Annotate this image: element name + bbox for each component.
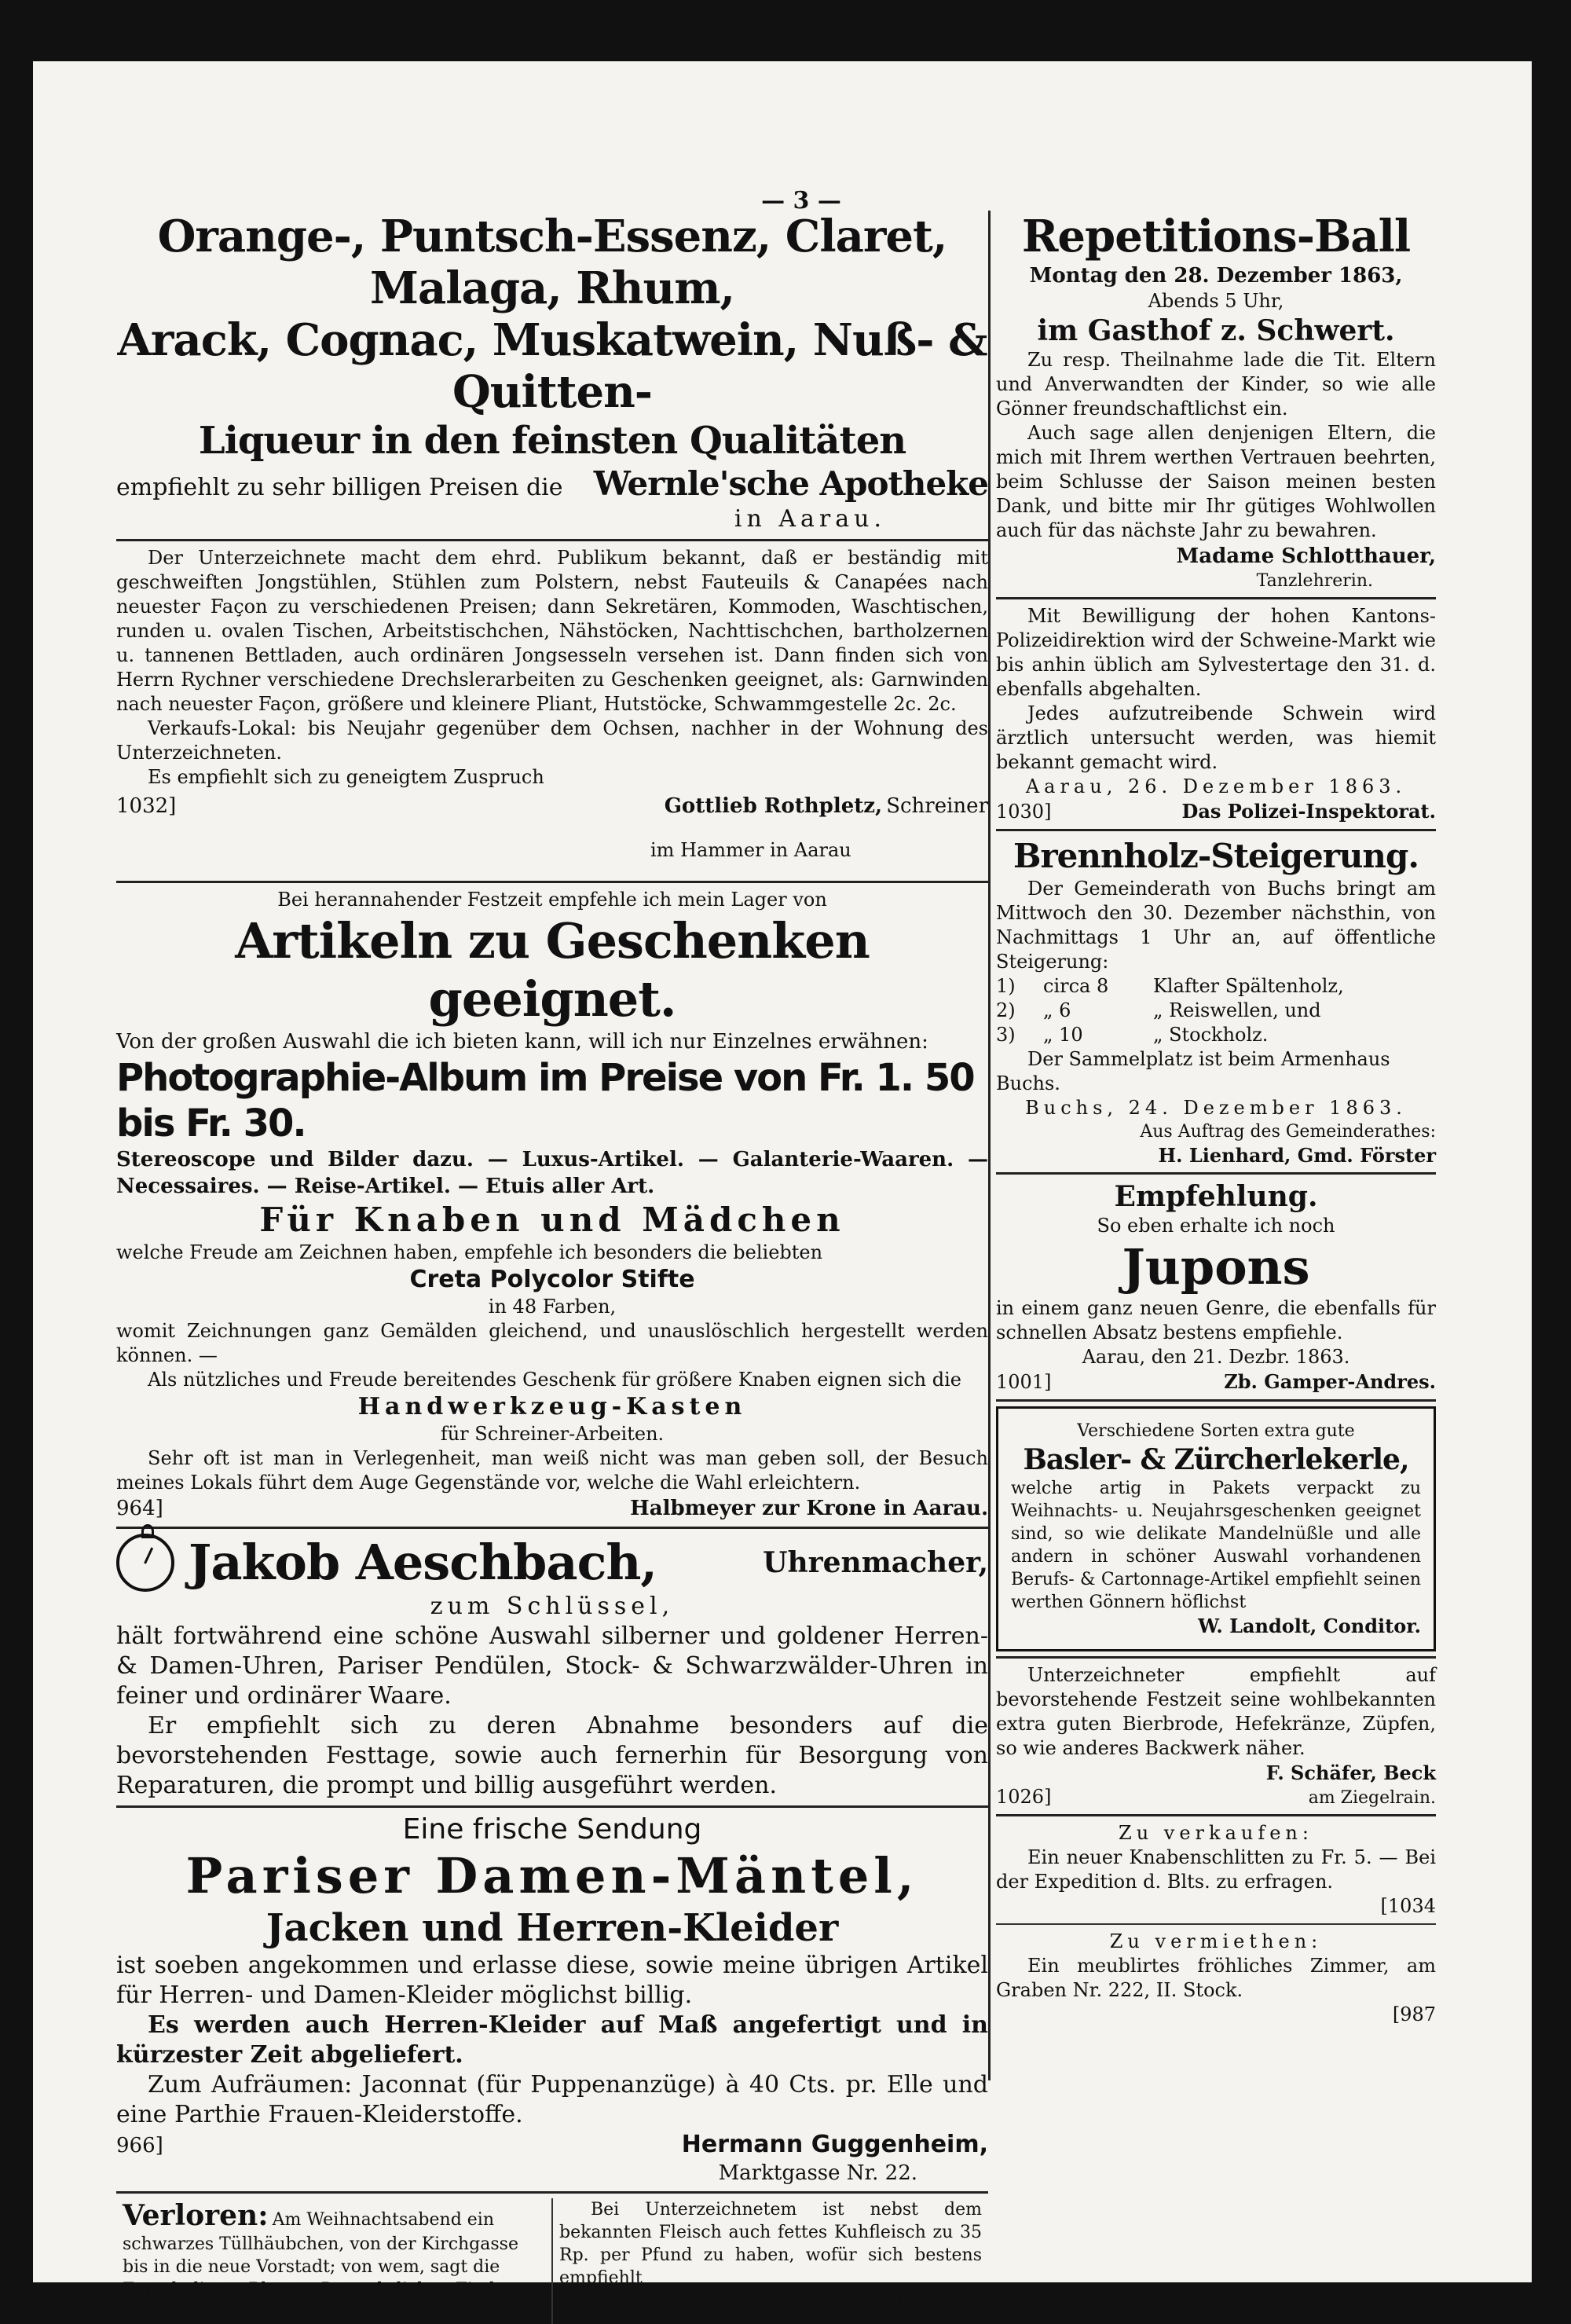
signer-address: Marktgasse Nr. 22. [718,2161,917,2185]
ad-date: Aarau, 26. Dezember 1863. [1025,775,1407,797]
ad-signature [116,793,988,819]
ad-subheadline: Für Knaben und Mädchen [259,1200,845,1239]
divider [116,539,988,541]
ad-signature [996,1369,1436,1395]
ad-coats [116,1813,988,2187]
ad-body: Er empfiehlt sich zu deren Abnahme besonders auf die bevorstehenden Festtage, sowie auch fernerhin für Besorgung von Reparaturen, die prompt und billig ausgeführt werden. [116,1712,988,1799]
ad-body: Bei Unterzeichnetem ist nebst dem bekannten Fleisch auch fettes Kuhfleisch zu 35 Rp. per Pfund zu haben, wofür sich bestens empfiehlt [559,2200,982,2288]
signer-name: Gottlieb Rothpletz, [664,794,883,818]
ad-headline: Arack, Cognac, Muskatwein, Nuß- & Quitten- [117,314,987,418]
lot-quantity: circa 8 [1043,975,1109,997]
album-line: Photographie-Album im Preise von Fr. 1. 50 bis Fr. 30. [116,1056,974,1146]
signer-name: Das Polizei-Inspektorat. [1181,800,1436,823]
ad-signature [996,799,1436,824]
divider [116,1527,988,1529]
ad-headline: Zu vermiethen: [1109,1930,1323,1952]
ad-body: Unterzeichneter empfiehlt auf bevorstehende Festzeit seine wohlbekannten extra guten Bierbrode, Hefekränze, Züpfen, so wie anderes Backwerk näher. [996,1664,1436,1759]
product-detail: für Schreiner-Arbeiten. [440,1423,665,1445]
ad-text: Stereoscope und Bilder dazu. — Luxus-Artikel. — Galanterie-Waaren. — Necessaires. — Reise-Artikel. — Etuis aller Art. [116,1148,988,1198]
ad-for-rent [996,1930,1436,2027]
lot-item: Klafter Spältenholz, [1153,975,1344,997]
small-ads-row [116,2198,988,2324]
ad-body: Zum Aufräumen: Jaconnat (für Puppenanzüge) à 40 Cts. pr. Elle und eine Parthie Frauen-Kleiderstoffe. [116,2071,988,2128]
ad-body: Verkaufs-Lokal: bis Neujahr gegenüber dem Ochsen, nachher in der Wohnung des Unterzeichneten. [116,717,988,764]
signer-name: F. Schäfer, Beck [1265,1761,1436,1784]
product-name: Handwerkzeug-Kasten [357,1393,747,1420]
page-number: — 3 — [761,187,841,214]
ad-text: So eben erhalte ich noch [1097,1215,1335,1237]
signer-name: H. Lienhard, Gmd. Förster [1158,1144,1436,1167]
ad-firewood [996,836,1436,1167]
ad-date: Buchs, 24. Dezember 1863. [1025,1097,1407,1119]
ad-body: in einem ganz neuen Genre, die ebenfalls für schnellen Absatz bestens empfiehle. [996,1297,1436,1343]
firm-place: in Aarau. [734,505,886,533]
signer-place: am Ziegelrain. [1308,1788,1436,1808]
ad-text: Verschiedene Sorten extra gute [1077,1421,1355,1441]
ad-body: Ein neuer Knabenschlitten zu Fr. 5. — Bei der Expedition d. Blts. zu erfragen. [996,1846,1436,1893]
ad-signature [116,2130,988,2160]
ad-liqueur [116,211,988,534]
lot-quantity: „ 10 [1043,1024,1083,1046]
ad-headline: Verloren: [123,2199,269,2232]
divider [996,1172,1436,1175]
ad-body: welche artig in Pakets verpackt zu Weihnachts- u. Neujahrsgeschenken geeignet sind, so wie delikate Mandelnüßle und alle andern in schöner Auswahl vorhandenen Berufs- & Cartonnage-Artikel empfiehlt seinen werthen Gönnern höflichst [1011,1479,1421,1612]
ad-text: welche Freude am Zeichnen haben, empfehle ich besonders die beliebten [116,1241,823,1263]
divider [996,1923,1436,1925]
column-divider [988,211,991,2080]
signer-name: Halbmeyer zur Krone in Aarau. [630,1497,988,1520]
ad-body: Zu resp. Theilnahme lade die Tit. Eltern und Anverwandten der Kinder, so wie alle Gönner freundschaftlichst ein. [996,349,1436,420]
ad-body: Der Unterzeichnete macht dem ehrd. Publikum bekannt, daß er beständig mit geschweiften Jongstühlen, Stühlen zum Polstern, nebst Fauteuils & Canapées nach neuester Façon zu verschiedenen Preisen; dann Sekretären, Kommoden, Waschtischen, runden u. ovalen Tischen, Arbeitstischchen, Nähstöcken, Nachttischchen, bartholzernen u. tannenen Bettladen, auch ordinären Jongsesseln versehen ist. Dann finden sich von Herrn Rychner verschiedene Drechslerarbeiten zu Geschenken geeignet, als: Garnwinden nach neuester Façon, größere und kleinere Pliant, Hutstöcke, Schwammgestelle 2c. 2c. [116,547,988,715]
ad-gifts [116,888,988,1522]
ad-signature [116,1495,988,1522]
divider [996,1399,1436,1402]
ad-date: Montag den 28. Dezember 1863, [1029,264,1403,288]
ad-ref: 1001] [996,1371,1052,1393]
ad-headline: Orange-, Puntsch-Essenz, Claret, Malaga, Rhum, [157,211,947,314]
ad-watchmaker [116,1534,988,1801]
product-name: Creta Polycolor Stifte [409,1266,695,1293]
lot-quantity: „ 6 [1043,999,1071,1021]
signer-trade: Schreiner [886,794,988,818]
ad-headline: Brennholz-Steigerung. [1013,837,1419,875]
ad-text: Sehr oft ist man in Verlegenheit, man weiß nicht was man geben soll, der Besuch meines Lokals führt dem Auge Gegenstände vor, welche die Wahl erleichtern. [116,1447,988,1494]
signer-name: W. Landolt, Conditor. [1198,1615,1421,1637]
signer-trade: Tanzlehrerin. [1256,571,1373,591]
left-column [116,211,988,2324]
ad-body: Es empfiehlt sich zu geneigtem Zuspruch [148,766,544,788]
ad-body: hält fortwährend eine schöne Auswahl silberner und goldener Herren- & Damen-Uhren, Pariser Pendülen, Stock- & Schwarzwälder-Uhren in feiner und ordinärer Waare. [116,1622,988,1710]
ad-ref: [1034 [1380,1895,1436,1917]
ad-body: Auch sage allen denjenigen Eltern, die mich mit Ihrem werthen Vertrauen beehrten, beim Schlusse der Saison meinen besten Dank, und bitte mir Ihr gütiges Wohlwollen auch für das nächste Jahr zu bewahren. [996,422,1436,541]
ad-text: womit Zeichnungen ganz Gemälden gleichend, und unauslöschlich hergestellt werden können. — [116,1320,988,1366]
lot-item: „ Stockholz. [1153,1024,1269,1046]
lot-item: „ Reiswellen, und [1153,999,1321,1021]
ad-ref: 1026] [996,1786,1052,1808]
ad-ref: [987 [1392,2003,1436,2025]
ad-headline: Liqueur in den feinsten Qualitäten [198,419,906,463]
ad-signature [996,1785,1436,1809]
lot-number: 3) [996,1024,1016,1046]
divider [996,1814,1436,1816]
lot-list [996,974,1436,1047]
ad-headline: Artikeln zu Geschenken geeignet. [235,912,870,1028]
ad-jupons [996,1179,1436,1395]
ad-intro: Eine frische Sendung [402,1813,702,1846]
ad-confectioner [996,1406,1436,1651]
ad-pig-market [996,604,1436,824]
ad-body: Ein meublirtes fröhliches Zimmer, am Graben Nr. 222, II. Stock. [996,1955,1436,2001]
ad-ref: 1030] [996,801,1052,823]
ad-ball [996,211,1436,592]
ad-body: Jedes aufzutreibende Schwein wird ärztlich untersucht werden, was hiemit bekannt gemacht wird. [996,702,1436,773]
ad-body: Es werden auch Herren-Kleider auf Maß angefertigt und in kürzester Zeit abgeliefert. [116,2011,988,2069]
divider [996,829,1436,831]
ad-house: zum Schlüssel, [430,1593,675,1620]
ad-headline: Pariser Damen-Mäntel, [185,1847,919,1904]
ad-butcher [551,2198,988,2324]
firm-name: Wernle'sche Apotheke [593,464,988,503]
ad-baker [996,1663,1436,1809]
signer-name: Madame Schlotthauer, [1176,544,1436,568]
divider [996,1656,1436,1659]
ad-body: Am Weihnachtsabend ein schwarzes Tüllhäubchen, von der Kirchgasse bis in die neue Vorstadt; von wem, sagt die Exped. dieses Blattes. Dem ehrlichen Finder ein Trinkgeld. [123,2210,518,2322]
ad-text: Von der großen Auswahl die ich bieten kann, will ich nur Einzelnes erwähnen: [116,1030,928,1054]
ad-line [116,464,988,504]
ad-headline: Jakob Aeschbach, [189,1534,657,1591]
ad-headline-row [116,1534,988,1592]
right-column [996,211,1436,2027]
ad-trade: Uhrenmacher, [763,1546,988,1579]
ad-text: Als nützliches und Freude bereitendes Geschenk für größere Knaben eignen sich die [148,1369,961,1391]
ad-authority: Aus Auftrag des Gemeinderathes: [1140,1122,1436,1142]
ad-text: empfiehlt zu sehr billigen Preisen die [116,474,563,501]
signer-name: Gottl. Siebenmann, Metzger. [704,2290,982,2311]
ad-body: Mit Bewilligung der hohen Kantons-Polizeidirektion wird der Schweine-Markt wie bis anhin üblich am Sylvestertage den 31. d. ebenfalls abgehalten. [996,605,1436,700]
lot-number: 1) [996,975,1016,997]
divider [116,2191,988,2194]
divider [996,597,1436,599]
signer-name: Hermann Guggenheim, [681,2131,988,2158]
signer-place: im Hammer in Aarau [650,839,851,861]
ad-headline: Jacken und Herren-Kleider [265,1906,839,1950]
ad-ref: 966] [116,2134,163,2157]
product-name: Jupons [1122,1238,1310,1296]
ad-headline: Empfehlung. [1114,1180,1318,1213]
ad-time: Abends 5 Uhr, [1148,290,1284,312]
ad-headline: Zu verkaufen: [1119,1822,1313,1844]
ad-for-sale [996,1821,1436,1919]
divider [116,1805,988,1808]
ad-place: im Gasthof z. Schwert. [1037,314,1395,347]
lot-number: 2) [996,999,1016,1021]
pocket-watch-icon [116,1534,174,1592]
ad-body: Der Sammelplatz ist beim Armenhaus Buchs. [996,1048,1390,1094]
product-name: Basler- & Zürcherlekerle, [1023,1443,1409,1476]
signer-name: Zb. Gamper-Andres. [1224,1370,1436,1393]
ad-intro: Bei herannahender Festzeit empfehle ich mein Lager von [277,889,827,911]
ad-lost [116,2198,551,2324]
ad-date: Aarau, den 21. Dezbr. 1863. [1082,1346,1350,1368]
ad-body: Der Gemeinderath von Buchs bringt am Mittwoch den 30. Dezember nächsthin, von Nachmittags 1 Uhr an, auf öffentliche Steigerung: [996,878,1436,973]
ad-ref: 1032] [116,794,177,818]
ad-furniture [116,546,988,876]
ad-body: ist soeben angekommen und erlasse diese, sowie meine übrigen Artikel für Herren- und Damen-Kleider möglichst billig. [116,1952,988,2009]
divider [116,881,988,883]
ad-ref: 964] [116,1497,163,1520]
product-detail: in 48 Farben, [488,1296,617,1318]
ad-headline: Repetitions-Ball [1021,211,1411,262]
